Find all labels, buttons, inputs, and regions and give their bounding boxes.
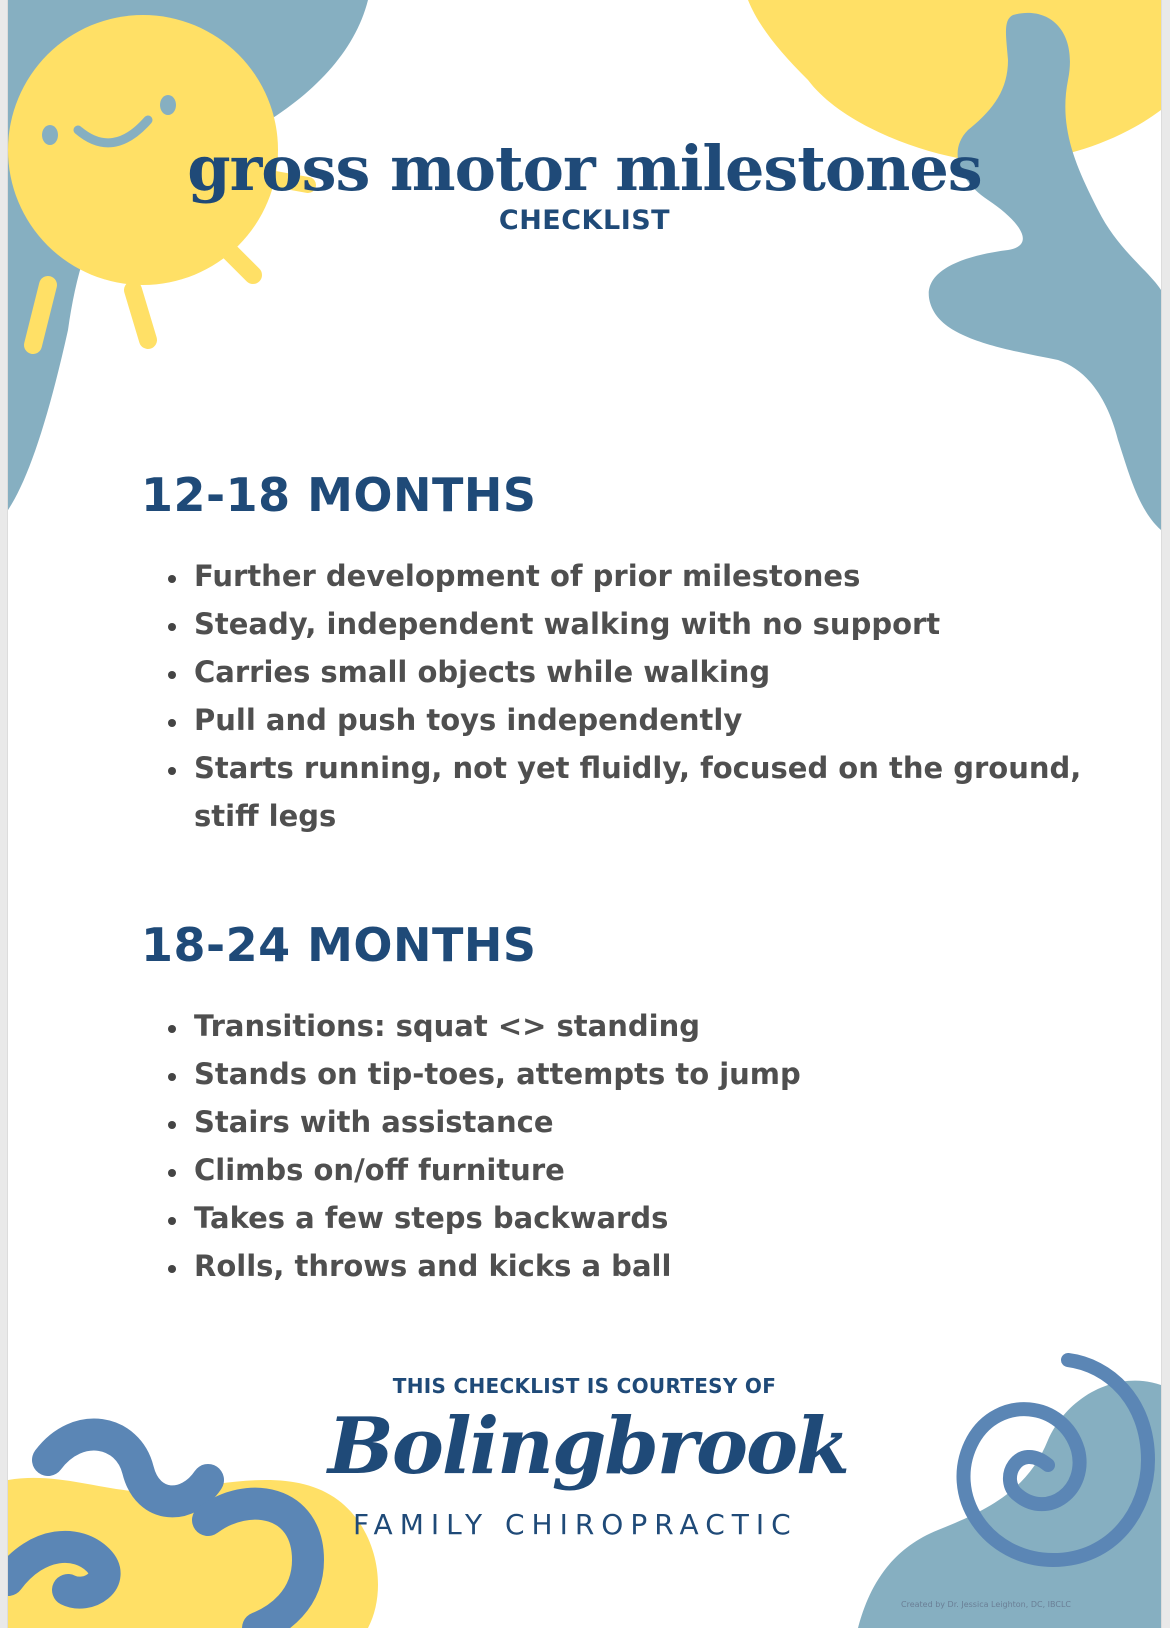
list-item: • Further development of prior milestones — [190, 552, 1120, 600]
list-item: • Carries small objects while walking — [190, 648, 1120, 696]
clinic-logo-wordmark: Bolingbrook — [327, 1401, 849, 1492]
checklist-page — [8, 0, 1161, 1628]
list-item: • Starts running, not yet fluidly, focused on the ground, stiff legs — [190, 744, 1120, 840]
list-item: • Steady, independent walking with no support — [190, 600, 1120, 648]
credit-line: Created by Dr. Jessica Leighton, DC, IBCLC — [901, 1600, 1072, 1609]
list-item: • Stands on tip-toes, attempts to jump — [190, 1050, 1120, 1098]
courtesy-label: THIS CHECKLIST IS COURTESY OF — [392, 1374, 777, 1398]
page-title: gross motor milestones — [187, 132, 982, 205]
page-subtitle: CHECKLIST — [498, 205, 671, 236]
milestone-list-12-18 — [158, 552, 1120, 840]
section-heading-12-18: 12-18 MONTHS — [141, 468, 537, 522]
clinic-logo-subtitle: FAMILY CHIROPRACTIC — [353, 1508, 798, 1541]
list-item: • Takes a few steps backwards — [190, 1194, 1120, 1242]
section-heading-18-24: 18-24 MONTHS — [141, 918, 537, 972]
milestone-list-18-24 — [158, 1002, 1120, 1290]
list-item: • Stairs with assistance — [190, 1098, 1120, 1146]
list-item: • Rolls, throws and kicks a ball — [190, 1242, 1120, 1290]
list-item: • Pull and push toys independently — [190, 696, 1120, 744]
list-item: • Climbs on/off furniture — [190, 1146, 1120, 1194]
list-item: • Transitions: squat <> standing — [190, 1002, 1120, 1050]
